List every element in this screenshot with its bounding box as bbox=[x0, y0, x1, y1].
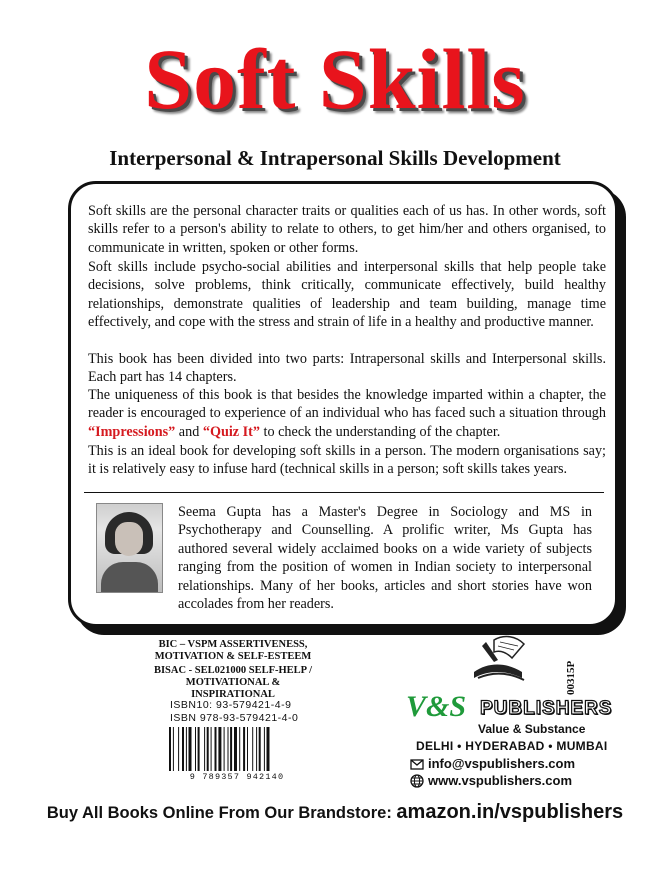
description-paragraph-1: Soft skills are the personal character traits or qualities each of us has. In other words, soft skills refer to a person's ability to relate to others, to get him/her and others organised, to communicate in written, spoken or other forms. bbox=[88, 203, 606, 256]
bisac-category-line-2: MOTIVATIONAL & INSPIRATIONAL bbox=[185, 677, 281, 700]
publisher-website: www.vspublishers.com bbox=[428, 773, 573, 788]
publisher-email: info@vspublishers.com bbox=[428, 756, 576, 771]
description-paragraph-4 bbox=[88, 386, 606, 441]
description-paragraph-5: This is an ideal book for developing soft skills in a person. The modern organisations say; it is relatively easy to infuse hard (technical skills in a person; soft skills takes years. bbox=[88, 443, 606, 478]
quiz-it-highlight: “Quiz It” bbox=[202, 423, 260, 440]
impressions-highlight: “Impressions” bbox=[88, 423, 176, 440]
isbn13: ISBN 978-93-579421-4-0 bbox=[170, 712, 299, 724]
author-bio: Seema Gupta has a Master's Degree in Sociology and MS in Psychotherapy and Counselling. A prolific writer, Ms Gupta has authored several widely acclaimed books on a wide variety of subjects ranging from the position of women in Indian society to interpersonal relationships. Many of her books, articles and short stories have won accolades from her readers. bbox=[178, 504, 592, 613]
paragraph-4-text-b: to check the understanding of the chapter. bbox=[260, 423, 501, 440]
publisher-name: PUBLISHERS bbox=[480, 698, 613, 719]
product-code: 00315P bbox=[565, 660, 577, 695]
description-paragraph-2: Soft skills include psycho-social abilities and interpersonal skills that help people take decisions, solve problems, think critically, communicate effectively, build healthy relationships, demonstrate qualities of leadership and team building, manage time effectively, and cope with the stress and strain of life in a healthy and productive manner. bbox=[88, 259, 606, 331]
paragraph-4-and: and bbox=[175, 423, 203, 440]
publisher-tagline: Value & Substance bbox=[478, 722, 586, 736]
footer-text: Buy All Books Online From Our Brandstore: bbox=[46, 804, 397, 822]
publisher-cities: DELHI • HYDERABAD • MUMBAI bbox=[416, 739, 608, 753]
section-divider bbox=[84, 492, 604, 493]
author-photo bbox=[96, 503, 163, 593]
bic-category-line-2: MOTIVATION & SELF-ESTEEM bbox=[154, 651, 312, 662]
paragraph-4-text-a: The uniqueness of this book is that besides the knowledge imparted within a chapter, the reader is encouraged to experience of an individual who has faced such a situation through bbox=[88, 387, 606, 422]
barcode-number: 9 789357 942140 bbox=[189, 772, 285, 782]
footer-brandstore bbox=[0, 801, 670, 824]
footer-store-link[interactable]: amazon.in/vspublishers bbox=[396, 801, 624, 823]
envelope-icon bbox=[410, 757, 424, 771]
bisac-category-line-1: BISAC - SEL021000 SELF-HELP / bbox=[153, 665, 313, 676]
bic-category-line-1: BIC – VSPM ASSERTIVENESS, bbox=[158, 639, 308, 650]
isbn10: ISBN10: 93-579421-4-9 bbox=[170, 699, 292, 711]
book-title: Soft Skills bbox=[144, 31, 526, 127]
publisher-vs-logo: V&S bbox=[406, 690, 467, 723]
barcode bbox=[167, 727, 307, 771]
globe-icon bbox=[410, 774, 424, 788]
book-subtitle: Interpersonal & Intrapersonal Skills Development bbox=[109, 146, 561, 170]
publisher-emblem-icon bbox=[464, 632, 544, 694]
description-paragraph-3: This book has been divided into two parts: Intrapersonal skills and Interpersonal skills. Each part has 14 chapters. bbox=[88, 351, 606, 386]
